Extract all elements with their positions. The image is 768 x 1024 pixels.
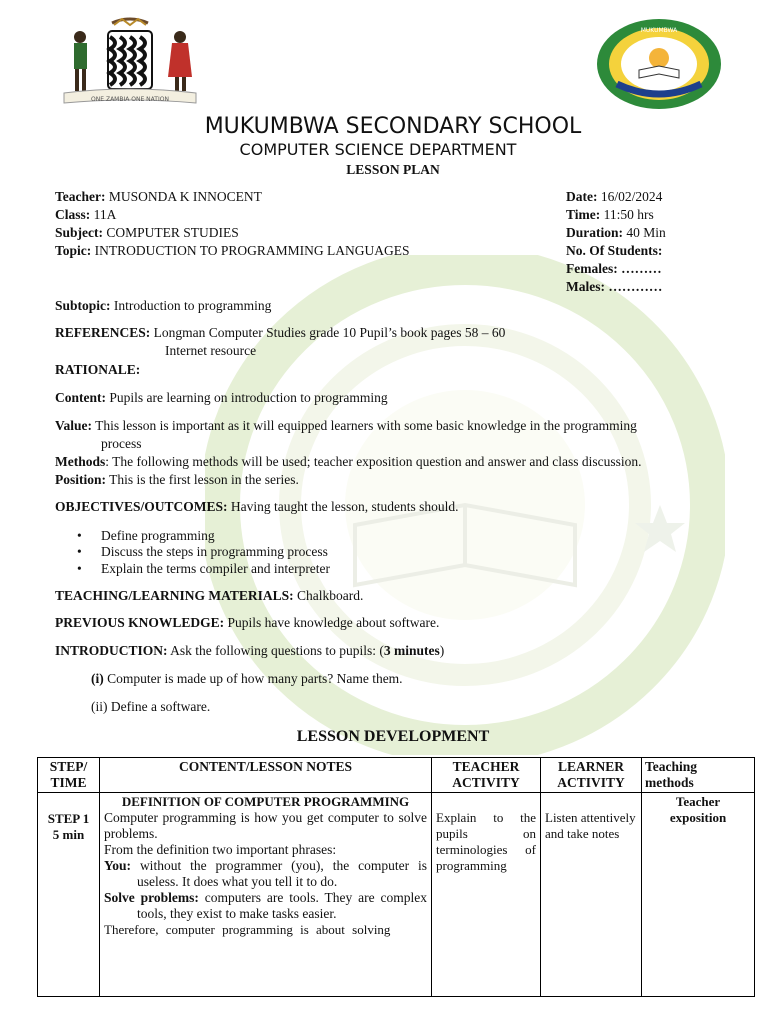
school-badge [595,18,723,110]
header-content: CONTENT/LESSON NOTES [100,758,432,793]
lesson-development-title: LESSON DEVELOPMENT [296,728,490,745]
content-cell: DEFINITION OF COMPUTER PROGRAMMING Computer programming is how you get computer to solve problems. From the definition two important phrases: You: without the programmer (you), the computer is useless. It does what you tell it to do. Solve problems: computers are tools. They are complex tools, they exist to make tasks easier. Therefore, computer programming is about solving [100,793,432,997]
content-line: Content: Pupils are learning on introduction to programming [55,390,388,405]
objective-item: Explain the terms compiler and interpreter [101,561,331,576]
date-line: Date: 16/02/2024 [566,189,663,204]
question-1: (i) Computer is made up of how many parts? Name them. [91,671,403,686]
objective-item: Define programming [101,528,215,543]
introduction-line: INTRODUCTION: Ask the following questions to pupils: (3 minutes) [55,643,445,658]
duration-line: Duration: 40 Min [566,225,666,240]
objectives-line: OBJECTIVES/OUTCOMES: Having taught the lesson, students should. [55,499,459,514]
objective-item: Discuss the steps in programming process [101,544,328,559]
females-line: Females: ……… [566,261,662,276]
value-line-2: process [101,436,142,451]
position-line: Position: This is the first lesson in the series. [55,472,299,487]
lesson-development-table [37,757,755,997]
header-teaching-methods: Teaching methods [642,758,755,793]
table-header-row [38,758,755,793]
header-step: STEP/ TIME [38,758,100,793]
zambia-coat-of-arms [62,15,198,110]
subtopic-line: Subtopic: Introduction to programming [55,298,272,313]
learner-activity-cell: Listen attentively and take notes [541,793,642,997]
department-name: COMPUTER SCIENCE DEPARTMENT [239,140,517,159]
doc-title: LESSON PLAN [346,162,440,177]
subject-line: Subject: COMPUTER STUDIES [55,225,239,240]
svg-text:MUKUMBWA: MUKUMBWA [640,27,678,34]
males-line: Males: ………… [566,279,663,294]
previous-knowledge-line: PREVIOUS KNOWLEDGE: Pupils have knowledge about software. [55,615,440,630]
references-line-2: Internet resource [165,343,257,358]
references-line: REFERENCES: Longman Computer Studies grade 10 Pupil’s book pages 58 – 60 [55,325,506,340]
table-row [38,793,755,997]
class-line: Class: 11A [55,207,117,222]
topic-line: Topic: INTRODUCTION TO PROGRAMMING LANGUAGES [55,243,410,258]
school-name: MUKUMBWA SECONDARY SCHOOL [204,114,582,139]
teacher-line: Teacher: MUSONDA K INNOCENT [55,189,262,204]
objective-bullet-2: • [77,544,82,559]
question-2: (ii) Define a software. [91,699,211,714]
coat-motto: ONE ZAMBIA ONE NATION [91,96,169,103]
value-line: Value: This lesson is important as it will equipped learners with some basic knowledge in the programming [55,418,637,433]
students-line: No. Of Students: [566,243,663,258]
header-teacher-activity: TEACHER ACTIVITY [432,758,541,793]
teacher-activity-cell: Explain to the pupils on terminologies of programming [432,793,541,997]
step-cell: STEP 1 5 min [38,793,100,997]
methods-line: Methods: The following methods will be used; teacher exposition question and answer and class discussion. [55,454,642,469]
header-learner-activity: LEARNER ACTIVITY [541,758,642,793]
rationale-label: RATIONALE: [55,362,141,377]
objective-bullet-1: • [77,528,82,543]
objective-bullet-3: • [77,561,82,576]
materials-line: TEACHING/LEARNING MATERIALS: Chalkboard. [55,588,364,603]
time-line: Time: 11:50 hrs [566,207,654,222]
teaching-methods-cell: Teacher exposition [642,793,755,997]
